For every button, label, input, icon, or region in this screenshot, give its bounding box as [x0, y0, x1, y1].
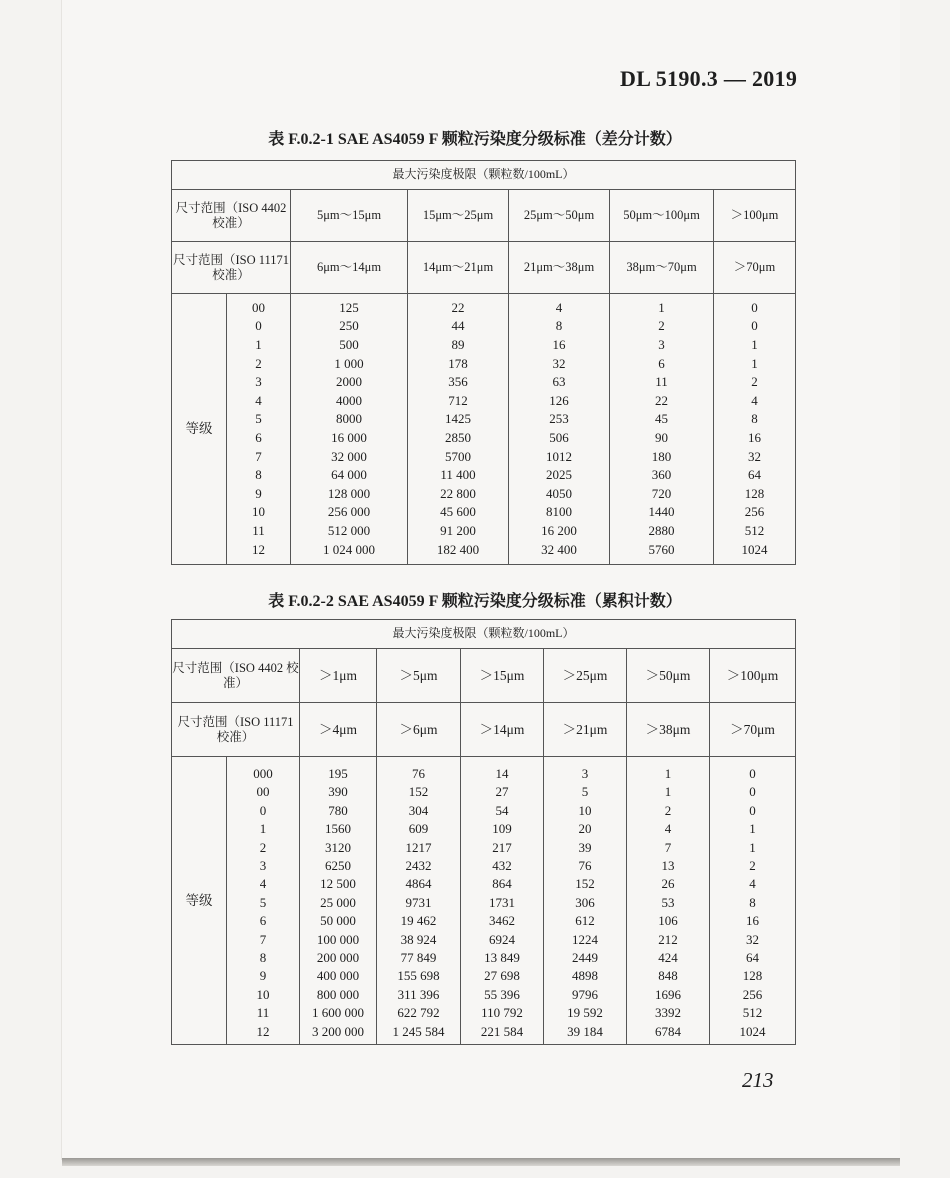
table2-iso4402-size: ＞50μm: [627, 649, 710, 703]
grade-value: 0: [259, 802, 267, 818]
table1-iso11171-size: 38μm～70μm: [610, 242, 714, 294]
count-value: 1224: [572, 931, 598, 947]
count-value: 128: [742, 968, 763, 984]
grade-value: 5: [255, 411, 262, 427]
count-value: 32 400: [541, 541, 577, 557]
table2-iso11171-label: 尺寸范围（ISO 11171 校准）: [172, 703, 300, 757]
count-value: 622 792: [397, 1005, 440, 1021]
count-value: 16: [748, 430, 761, 445]
count-value: 2: [664, 802, 672, 818]
count-value: 1: [751, 337, 758, 353]
count-value: 8: [555, 318, 563, 334]
count-value: 20: [578, 821, 592, 837]
table2-column-over-1: [300, 757, 377, 1045]
count-value: 609: [408, 821, 429, 837]
table1-iso4402-row: [172, 190, 796, 242]
table2-iso11171-size: ＞4μm: [300, 703, 377, 757]
grade-value: 10: [252, 504, 265, 520]
count-value: 39 184: [567, 1023, 603, 1039]
grade-value: 11: [256, 1005, 270, 1021]
count-value: 16 200: [541, 522, 577, 538]
count-value: 4: [751, 392, 758, 408]
count-value: 13 849: [484, 949, 520, 965]
count-value: 712: [448, 392, 468, 408]
table2-grade-column: [227, 757, 300, 1045]
grade-value: 11: [252, 522, 265, 538]
grade-value: 2: [259, 839, 267, 855]
count-value: 4: [749, 876, 756, 892]
count-value: 53: [661, 894, 675, 910]
table2-iso11171-size: ＞21μm: [544, 703, 627, 757]
table1-column-15-25: [408, 294, 509, 565]
count-value: 200 000: [316, 949, 360, 965]
count-value: 125: [339, 299, 359, 315]
count-value: 76: [412, 766, 425, 782]
count-value: 2880: [648, 522, 675, 538]
count-value: 4864: [405, 876, 432, 892]
table1-column-50-100: [610, 294, 714, 565]
table2-iso4402-size: ＞1μm: [300, 649, 377, 703]
count-value: 16 000: [331, 430, 367, 445]
grade-value: 5: [259, 894, 267, 910]
count-value: 1012: [546, 448, 572, 464]
count-value: 8100: [546, 504, 572, 520]
grade-value: 9: [259, 968, 267, 984]
table2-column-over-15: [461, 757, 544, 1045]
count-value: 2: [749, 858, 756, 874]
count-value: 22: [451, 299, 465, 315]
count-value: 25 000: [320, 894, 356, 910]
count-value: 512 000: [327, 522, 371, 538]
count-value: 182 400: [436, 541, 480, 557]
count-value: 13: [661, 858, 675, 874]
count-value: 89: [451, 337, 465, 353]
count-value: 32: [552, 355, 566, 371]
count-value: 155 698: [397, 968, 440, 984]
count-value: 8000: [336, 411, 362, 427]
count-value: 5: [581, 784, 589, 800]
count-value: 6924: [489, 931, 515, 947]
count-value: 1425: [445, 411, 471, 427]
grade-value: 0: [255, 318, 262, 334]
count-value: 2449: [572, 949, 598, 965]
count-value: 0: [751, 299, 758, 315]
table1-iso11171-size: 14μm～21μm: [408, 242, 509, 294]
count-value: 50 000: [320, 913, 356, 929]
count-value: 126: [549, 392, 569, 408]
count-value: 8: [751, 411, 758, 427]
count-value: 2850: [445, 430, 471, 445]
count-value: 91 200: [440, 522, 476, 538]
count-value: 2: [658, 318, 665, 334]
count-value: 7: [664, 839, 672, 855]
count-value: 0: [749, 802, 756, 818]
count-value: 612: [575, 913, 595, 929]
count-value: 4050: [546, 485, 572, 501]
table2-grade-label: 等级: [172, 757, 227, 1045]
count-value: 221 584: [480, 1023, 524, 1039]
page-edge: [62, 1158, 900, 1166]
table1-differential-count: [171, 160, 796, 565]
grade-value: 3: [259, 858, 267, 874]
count-value: 1: [749, 821, 756, 837]
count-value: 3: [581, 766, 589, 782]
count-value: 2025: [546, 467, 572, 483]
count-value: 178: [448, 355, 468, 371]
grade-value: 00: [256, 784, 270, 800]
grade-value: 9: [255, 485, 262, 501]
table2-iso4402-size: ＞25μm: [544, 649, 627, 703]
grade-value: 00: [252, 299, 265, 315]
count-value: 800 000: [316, 986, 360, 1002]
table1-iso4402-size: 50μm～100μm: [610, 190, 714, 242]
grade-value: 10: [256, 986, 270, 1002]
count-value: 22 800: [440, 485, 476, 501]
document-code: DL 5190.3 — 2019: [620, 66, 798, 91]
count-value: 6784: [655, 1023, 681, 1039]
table2-column-over-100: [710, 757, 796, 1045]
count-value: 512: [744, 522, 765, 538]
count-value: 54: [495, 802, 509, 818]
count-value: 390: [328, 784, 348, 800]
count-value: 77 849: [400, 949, 437, 965]
table2-cumulative-count: [171, 619, 796, 1045]
table1-column-5-15: [291, 294, 408, 565]
count-value: 4000: [336, 392, 362, 408]
count-value: 90: [655, 430, 668, 445]
count-value: 1 000: [334, 355, 364, 371]
table1-column-25-50: [509, 294, 610, 565]
count-value: 1: [664, 766, 672, 782]
count-value: 152: [575, 876, 595, 892]
count-value: 11 400: [440, 467, 476, 483]
count-value: 19 592: [567, 1005, 603, 1021]
count-value: 212: [658, 931, 678, 947]
count-value: 304: [408, 802, 429, 818]
count-value: 3: [658, 337, 665, 353]
count-value: 512: [742, 1005, 763, 1021]
count-value: 4898: [572, 968, 598, 984]
table1-iso4402-size: ＞100μm: [714, 190, 796, 242]
count-value: 11: [655, 374, 668, 390]
count-value: 253: [549, 411, 569, 427]
count-value: 6250: [325, 858, 351, 874]
grade-value: 12: [252, 541, 265, 557]
count-value: 109: [492, 821, 512, 837]
count-value: 1440: [648, 504, 675, 520]
count-value: 38 924: [400, 931, 437, 947]
count-value: 3462: [489, 913, 515, 929]
count-value: 1: [658, 299, 665, 315]
count-value: 8: [749, 894, 756, 910]
count-value: 256: [744, 504, 765, 520]
grade-value: 4: [255, 392, 262, 408]
count-value: 128 000: [327, 485, 371, 501]
grade-value: 000: [253, 766, 273, 782]
grade-value: 1: [255, 337, 262, 353]
count-value: 2000: [336, 374, 362, 390]
count-value: 1 245 584: [392, 1023, 445, 1039]
count-value: 3392: [655, 1005, 681, 1021]
count-value: 5760: [648, 541, 675, 557]
table1-iso4402-size: 5μm～15μm: [291, 190, 408, 242]
count-value: 19 462: [400, 913, 437, 929]
count-value: 1: [749, 839, 756, 855]
count-value: 14: [495, 766, 509, 782]
count-value: 360: [651, 467, 672, 483]
count-value: 106: [658, 913, 678, 929]
table2-iso4402-size: ＞5μm: [377, 649, 461, 703]
count-value: 16: [552, 337, 566, 353]
count-value: 4: [555, 299, 563, 315]
count-value: 1: [751, 355, 758, 371]
count-value: 100 000: [316, 931, 360, 947]
count-value: 432: [492, 858, 512, 874]
table1-iso11171-row: [172, 242, 796, 294]
table1-iso11171-label: 尺寸范围（ISO 11171 校准）: [172, 242, 291, 294]
count-value: 217: [492, 839, 512, 855]
count-value: 256: [742, 986, 763, 1002]
count-value: 110 792: [481, 1005, 523, 1021]
table2-iso11171-size: ＞38μm: [627, 703, 710, 757]
table1-grade-label: 等级: [172, 294, 227, 565]
count-value: 76: [578, 858, 592, 874]
count-value: 0: [751, 318, 758, 334]
table2-column-over-25: [544, 757, 627, 1045]
count-value: 306: [575, 894, 595, 910]
count-value: 22: [655, 392, 668, 408]
count-value: 4: [664, 821, 672, 837]
count-value: 5700: [445, 448, 471, 464]
count-value: 1 024 000: [323, 541, 375, 557]
count-value: 64: [748, 467, 761, 483]
count-value: 12 500: [320, 876, 356, 892]
count-value: 180: [651, 448, 672, 464]
table2-iso4402-size: ＞15μm: [461, 649, 544, 703]
table1-iso4402-size: 15μm～25μm: [408, 190, 509, 242]
grade-value: 4: [259, 876, 267, 892]
count-value: 720: [651, 485, 672, 501]
count-value: 1560: [325, 821, 351, 837]
count-value: 32 000: [331, 448, 367, 464]
count-value: 6: [658, 355, 665, 371]
count-value: 2432: [405, 858, 432, 874]
table2-column-over-5: [377, 757, 461, 1045]
table1-iso4402-label: 尺寸范围（ISO 4402 校准）: [172, 190, 291, 242]
table1-iso4402-size: 25μm～50μm: [509, 190, 610, 242]
count-value: 250: [339, 318, 359, 334]
count-value: 864: [492, 876, 512, 892]
count-value: 9796: [572, 986, 598, 1002]
count-value: 0: [749, 784, 756, 800]
count-value: 0: [749, 766, 756, 782]
count-value: 424: [658, 949, 678, 965]
count-value: 32: [748, 448, 761, 464]
count-value: 55 396: [484, 986, 520, 1002]
grade-value: 6: [259, 913, 267, 929]
count-value: 1731: [489, 894, 515, 910]
count-value: 780: [328, 802, 348, 818]
table1-title: 最大污染度极限（颗粒数/100mL）: [172, 161, 796, 190]
table2-iso11171-size: ＞6μm: [377, 703, 461, 757]
count-value: 16: [746, 913, 759, 929]
count-value: 3 200 000: [312, 1023, 364, 1039]
grade-value: 6: [255, 430, 262, 445]
table2-iso11171-size: ＞70μm: [710, 703, 796, 757]
count-value: 256 000: [327, 504, 371, 520]
table1-caption: 表 F.0.2-1 SAE AS4059 F 颗粒污染度分级标准（差分计数）: [268, 131, 682, 148]
grade-value: 2: [255, 355, 262, 371]
count-value: 506: [549, 430, 569, 445]
count-value: 63: [552, 374, 566, 390]
count-value: 400 000: [316, 968, 360, 984]
count-value: 1696: [655, 986, 681, 1002]
table2-iso4402-size: ＞100μm: [710, 649, 796, 703]
grade-value: 12: [256, 1023, 270, 1039]
table1-iso11171-size: ＞70μm: [714, 242, 796, 294]
count-value: 9731: [405, 894, 432, 910]
table2-iso11171-size: ＞14μm: [461, 703, 544, 757]
count-value: 1 600 000: [312, 1005, 364, 1021]
table2-title: 最大污染度极限（颗粒数/100mL）: [172, 620, 796, 649]
count-value: 3120: [325, 839, 351, 855]
count-value: 32: [746, 931, 759, 947]
table2-iso4402-row: [172, 649, 796, 703]
count-value: 1024: [741, 541, 768, 557]
count-value: 64: [746, 949, 759, 965]
count-value: 45 600: [440, 504, 476, 520]
count-value: 500: [339, 337, 359, 353]
table2-iso11171-row: [172, 703, 796, 757]
count-value: 45: [655, 411, 668, 427]
count-value: 27: [495, 784, 509, 800]
grade-value: 7: [259, 931, 267, 947]
table1-iso11171-size: 21μm～38μm: [509, 242, 610, 294]
count-value: 195: [328, 766, 348, 782]
count-value: 26: [661, 876, 675, 892]
grade-value: 3: [255, 374, 262, 390]
count-value: 64 000: [331, 467, 367, 483]
grade-value: 8: [255, 467, 262, 483]
grade-value: 7: [255, 448, 262, 464]
count-value: 356: [448, 374, 468, 390]
count-value: 2: [751, 374, 758, 390]
table2-iso4402-label: 尺寸范围（ISO 4402 校准）: [172, 649, 300, 703]
count-value: 152: [408, 784, 429, 800]
count-value: 10: [578, 802, 592, 818]
count-value: 27 698: [484, 968, 520, 984]
table1-iso11171-size: 6μm～14μm: [291, 242, 408, 294]
count-value: 128: [744, 485, 765, 501]
table2-column-over-50: [627, 757, 710, 1045]
count-value: 311 396: [397, 986, 440, 1002]
table1-grade-column: [227, 294, 291, 565]
table1-column-over-100: [714, 294, 796, 565]
count-value: 1: [664, 784, 672, 800]
count-value: 848: [658, 968, 678, 984]
grade-value: 1: [259, 821, 267, 837]
page-number: 213: [742, 1068, 774, 1092]
table2-caption: 表 F.0.2-2 SAE AS4059 F 颗粒污染度分级标准（累积计数）: [268, 593, 682, 610]
count-value: 1024: [739, 1023, 766, 1039]
count-value: 1217: [405, 839, 432, 855]
count-value: 44: [451, 318, 465, 334]
grade-value: 8: [259, 949, 267, 965]
count-value: 39: [578, 839, 592, 855]
